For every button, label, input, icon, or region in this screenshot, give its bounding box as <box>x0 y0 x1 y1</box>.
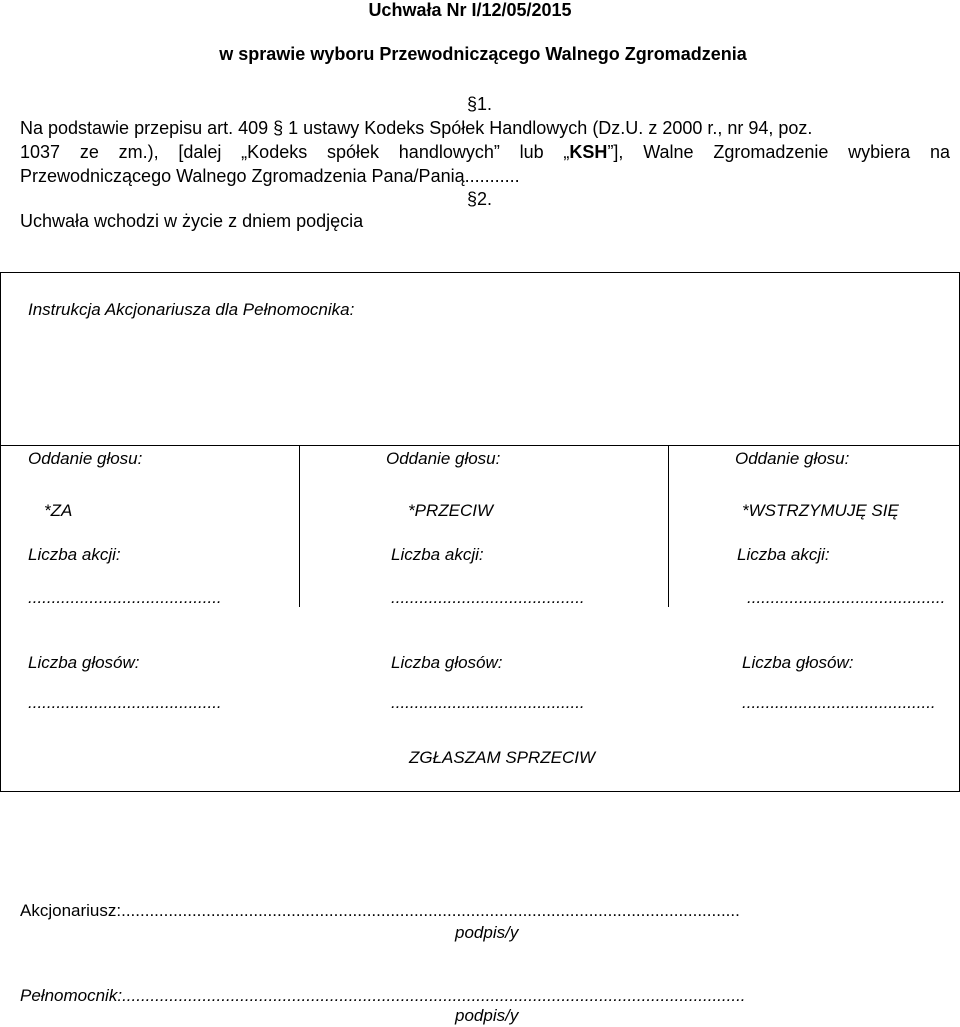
resolution-line-2-part-b: ”], Walne Zgromadzenie wybiera na <box>607 142 950 162</box>
proxy-signature-dots: .................................................................................................................................... <box>122 986 746 1005</box>
proxy-signature-line[interactable] <box>20 986 932 1006</box>
vote-column-wstrzymuje-header: Oddanie głosu: <box>735 449 850 468</box>
ksh-abbreviation: KSH <box>569 142 608 162</box>
shareholder-sign-caption: podpis/y <box>455 923 519 942</box>
section-1-mark: §1. <box>467 94 493 114</box>
voting-divider <box>1 445 959 446</box>
wstrzymuje-shares-label: Liczba akcji: <box>737 545 830 564</box>
resolution-title-text: Uchwała Nr I/12/05/2015 <box>368 0 572 20</box>
proxy-sign-caption: podpis/y <box>455 1006 519 1025</box>
za-votes-label: Liczba głosów: <box>28 653 140 672</box>
resolution-line-2-part-a: 1037 ze zm.), [dalej „Kodeks spółek handlowych” lub „ <box>20 142 570 162</box>
shareholder-signature-line[interactable] <box>20 901 936 921</box>
resolution-subtitle-text: w sprawie wyboru Przewodniczącego Walnego Zgromadzenia <box>219 44 747 64</box>
vote-option-wstrzymuje[interactable]: *WSTRZYMUJĘ SIĘ <box>742 501 899 520</box>
shareholder-signature-dots: ................................................................................................................................... <box>121 901 740 920</box>
wstrzymuje-votes-value[interactable]: ......................................... <box>742 693 936 712</box>
resolution-subtitle <box>0 44 960 65</box>
za-shares-value[interactable]: ......................................... <box>28 588 222 607</box>
vote-option-przeciw[interactable]: *PRZECIW <box>408 501 493 520</box>
resolution-line-2 <box>20 142 950 163</box>
resolution-line-3: Przewodniczącego Walnego Zgromadzenia Pana/Panią........... <box>20 166 520 186</box>
objection-option[interactable]: ZGŁASZAM SPRZECIW <box>409 748 596 767</box>
proxy-label: Pełnomocnik: <box>20 986 123 1005</box>
wstrzymuje-votes-label: Liczba głosów: <box>742 653 854 672</box>
resolution-line-1: Na podstawie przepisu art. 409 § 1 ustawy Kodeks Spółek Handlowych (Dz.U. z 2000 r., nr 94, poz. <box>20 118 813 138</box>
column-divider-2 <box>668 445 669 607</box>
wstrzymuje-shares-value[interactable]: .......................................... <box>747 588 946 607</box>
przeciw-shares-label: Liczba akcji: <box>391 545 484 564</box>
instruction-box <box>0 272 960 792</box>
column-divider-1 <box>299 445 300 607</box>
za-shares-label: Liczba akcji: <box>28 545 121 564</box>
przeciw-shares-value[interactable]: ......................................... <box>391 588 585 607</box>
resolution-title <box>0 0 960 21</box>
instruction-label: Instrukcja Akcjonariusza dla Pełnomocnika: <box>28 300 355 319</box>
przeciw-votes-value[interactable]: ......................................... <box>391 693 585 712</box>
za-votes-value[interactable]: ......................................... <box>28 693 222 712</box>
vote-column-przeciw-header: Oddanie głosu: <box>386 449 501 468</box>
shareholder-label: Akcjonariusz: <box>20 901 122 920</box>
resolution-line-4: Uchwała wchodzi w życie z dniem podjęcia <box>20 211 364 231</box>
vote-column-za-header: Oddanie głosu: <box>28 449 143 468</box>
vote-option-za[interactable]: *ZA <box>44 501 73 520</box>
section-2-mark: §2. <box>467 189 493 209</box>
przeciw-votes-label: Liczba głosów: <box>391 653 503 672</box>
